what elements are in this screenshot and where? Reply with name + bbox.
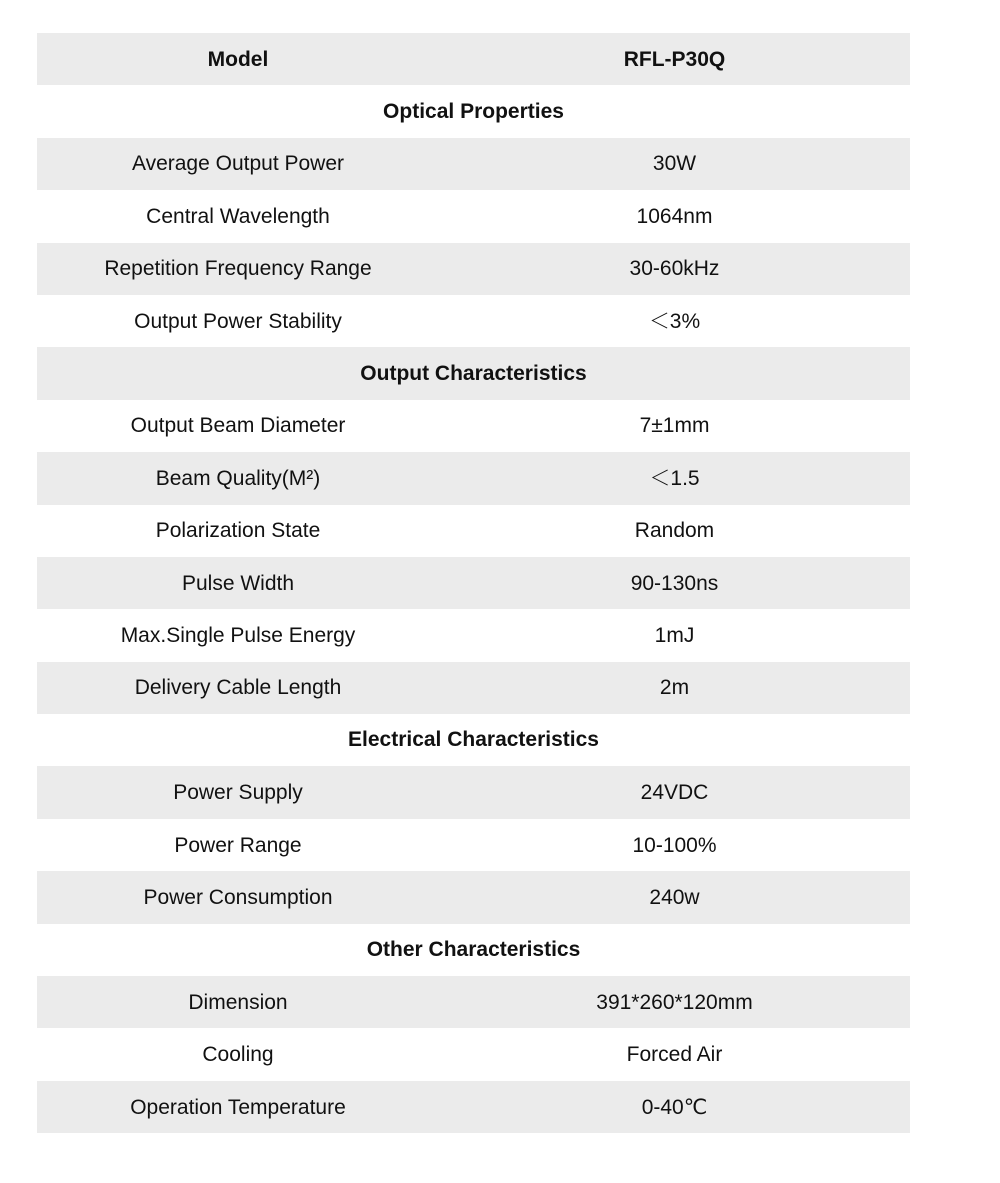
section-header-output <box>37 347 910 399</box>
row-label: Power Consumption <box>143 885 333 909</box>
row-value: 7±1mm <box>639 414 710 438</box>
row-value: ＜1.5 <box>649 466 700 490</box>
row-value: 240w <box>649 885 700 909</box>
section-title: Electrical Characteristics <box>348 728 599 752</box>
table-row <box>37 766 910 818</box>
table-row <box>37 138 910 190</box>
table-row <box>37 976 910 1028</box>
table-row <box>37 400 910 452</box>
row-label: Repetition Frequency Range <box>104 257 372 281</box>
table-row <box>37 243 910 295</box>
row-value: 10-100% <box>632 833 717 857</box>
row-label: Operation Temperature <box>130 1095 346 1119</box>
row-label: Dimension <box>188 990 288 1014</box>
table-row <box>37 662 910 714</box>
section-title: Output Characteristics <box>360 361 587 385</box>
row-value: 90-130ns <box>630 571 719 595</box>
table-row <box>37 557 910 609</box>
section-title: Optical Properties <box>383 99 564 123</box>
table-header-row <box>37 33 910 85</box>
row-label: Power Supply <box>173 781 303 805</box>
section-header-other <box>37 924 910 976</box>
table-row <box>37 505 910 557</box>
row-value: 391*260*120mm <box>596 990 753 1014</box>
row-label: Output Power Stability <box>134 309 342 333</box>
row-label: Average Output Power <box>131 152 345 176</box>
table-row <box>37 295 910 347</box>
row-value: Forced Air <box>626 1043 723 1067</box>
table-row <box>37 190 910 242</box>
row-label: Pulse Width <box>181 571 295 595</box>
section-title: Other Characteristics <box>366 937 581 961</box>
row-label: Beam Quality(M²) <box>155 466 321 490</box>
section-header-electrical <box>37 714 910 766</box>
table-row <box>37 1081 910 1133</box>
row-value: 0-40℃ <box>641 1095 708 1119</box>
row-value: 30W <box>652 152 697 176</box>
row-label: Delivery Cable Length <box>134 676 342 700</box>
section-header-optical <box>37 85 910 137</box>
row-label: Polarization State <box>155 519 321 543</box>
row-value: 2m <box>659 676 690 700</box>
row-value: 1mJ <box>654 623 695 647</box>
model-value: RFL-P30Q <box>623 47 726 71</box>
row-label: Cooling <box>202 1043 274 1067</box>
row-value: ＜3% <box>648 309 701 333</box>
row-value: 30-60kHz <box>629 257 720 281</box>
row-label: Max.Single Pulse Energy <box>120 623 356 647</box>
table-row <box>37 871 910 923</box>
table-row <box>37 1028 910 1080</box>
spec-table <box>37 33 910 1133</box>
row-label: Output Beam Diameter <box>130 414 346 438</box>
row-value: 1064nm <box>636 204 713 228</box>
row-label: Central Wavelength <box>146 204 330 228</box>
model-label: Model <box>207 47 269 71</box>
row-value: Random <box>634 519 715 543</box>
row-value: 24VDC <box>640 781 709 805</box>
table-row <box>37 452 910 504</box>
table-row <box>37 819 910 871</box>
table-row <box>37 609 910 661</box>
row-label: Power Range <box>174 833 302 857</box>
